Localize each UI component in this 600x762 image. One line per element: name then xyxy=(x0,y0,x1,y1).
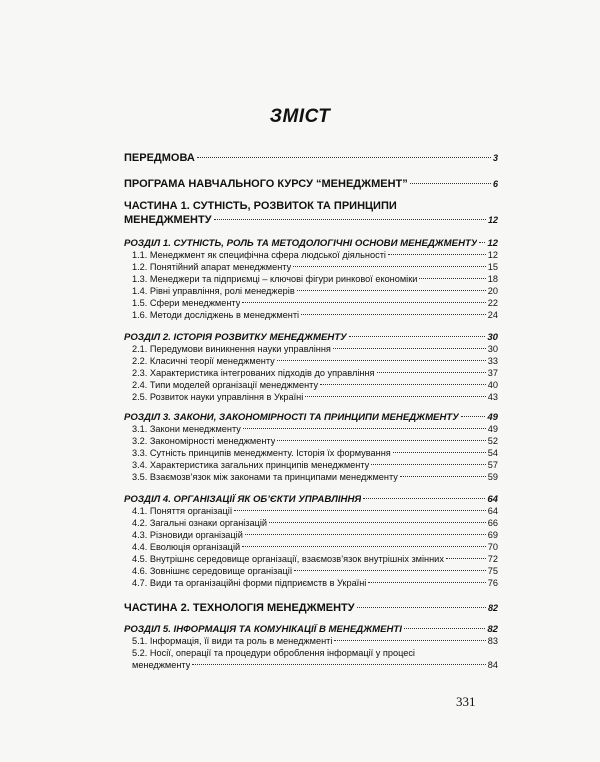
toc-item[interactable]: 2.5. Розвиток науки управління в Україні 43 xyxy=(132,392,498,402)
toc-item[interactable]: 3.4. Характеристика загальних принципів менеджменту 57 xyxy=(132,460,498,470)
toc-item[interactable]: 3.1. Закони менеджменту 49 xyxy=(132,424,498,434)
toc-item[interactable]: 2.3. Характеристика інтегрованих підходів до управління 37 xyxy=(132,368,498,378)
toc-item[interactable]: 4.1. Поняття організації 64 xyxy=(132,506,498,516)
toc-item[interactable]: 1.5. Сфери менеджменту 22 xyxy=(132,298,498,308)
toc-section-r5[interactable]: РОЗДІЛ 5. ІНФОРМАЦІЯ ТА КОМУНІКАЦІЇ В МЕНЕДЖМЕНТІ 82 xyxy=(124,624,498,635)
toc-item[interactable]: 1.2. Понятійний апарат менеджменту 15 xyxy=(132,262,498,272)
toc-item[interactable]: 1.3. Менеджери та підприємці – ключові фігури ринкової економіки 18 xyxy=(132,274,498,284)
toc-item[interactable]: 3.3. Сутність принципів менеджменту. Історія їх формування 54 xyxy=(132,448,498,458)
toc-item[interactable]: 3.2. Закономірності менеджменту 52 xyxy=(132,436,498,446)
toc-item[interactable]: 2.4. Типи моделей організації менеджменту 40 xyxy=(132,380,498,390)
toc-entry-part1[interactable]: МЕНЕДЖМЕНТУ 12 xyxy=(124,214,498,226)
toc-section-r3[interactable]: РОЗДІЛ 3. ЗАКОНИ, ЗАКОНОМІРНОСТІ ТА ПРИНЦИПИ МЕНЕДЖМЕНТУ 49 xyxy=(124,412,498,423)
toc-item[interactable]: 4.4. Еволюція організацій 70 xyxy=(132,542,498,552)
toc-item-s5-2-line1[interactable]: 5.2. Носії, операції та процедури оброблення інформації у процесі xyxy=(132,648,415,658)
toc-item[interactable]: менеджменту 84 xyxy=(132,660,498,670)
toc-entry-peredmova[interactable]: ПЕРЕДМОВА 3 xyxy=(124,152,498,164)
toc-item[interactable]: 1.1. Менеджмент як специфічна сфера людської діяльності 12 xyxy=(132,250,498,260)
toc-item[interactable]: 4.7. Види та організаційні форми підприємств в Україні 76 xyxy=(132,578,498,588)
toc-item[interactable]: 2.2. Класичні теорії менеджменту 33 xyxy=(132,356,498,366)
toc-section-r1[interactable]: РОЗДІЛ 1. СУТНІСТЬ, РОЛЬ ТА МЕТОДОЛОГІЧНІ ОСНОВИ МЕНЕДЖМЕНТУ 12 xyxy=(124,238,498,249)
toc-item[interactable]: 2.1. Передумови виникнення науки управління 30 xyxy=(132,344,498,354)
toc-part1-line1[interactable]: ЧАСТИНА 1. СУТНІСТЬ, РОЗВИТОК ТА ПРИНЦИПИ xyxy=(124,200,397,212)
toc-item[interactable]: 1.4. Рівні управління, ролі менеджерів 20 xyxy=(132,286,498,296)
toc-section-r2[interactable]: РОЗДІЛ 2. ІСТОРІЯ РОЗВИТКУ МЕНЕДЖМЕНТУ 30 xyxy=(124,332,498,343)
toc-item[interactable]: 4.5. Внутрішнє середовище організації, взаємозв’язок внутрішніх змінних 72 xyxy=(132,554,498,564)
toc-item[interactable]: 4.3. Різновиди організацій 69 xyxy=(132,530,498,540)
toc-item[interactable]: 4.2. Загальні ознаки організацій 66 xyxy=(132,518,498,528)
toc-item[interactable]: 4.6. Зовнішнє середовище організації 75 xyxy=(132,566,498,576)
toc-entry-part2[interactable]: ЧАСТИНА 2. ТЕХНОЛОГІЯ МЕНЕДЖМЕНТУ 82 xyxy=(124,602,498,614)
toc-item[interactable]: 1.6. Методи досліджень в менеджменті 24 xyxy=(132,310,498,320)
toc-item[interactable]: 5.1. Інформація, її види та роль в менеджменті 83 xyxy=(132,636,498,646)
toc-item[interactable]: 3.5. Взаємозв’язок між законами та принципами менеджменту 59 xyxy=(132,472,498,482)
toc-entry-programa[interactable]: ПРОГРАМА НАВЧАЛЬНОГО КУРСУ “МЕНЕДЖМЕНТ” 6 xyxy=(124,178,498,190)
page-number: 331 xyxy=(456,694,476,709)
toc-title: ЗМІСТ xyxy=(269,106,331,127)
toc-section-r4[interactable]: РОЗДІЛ 4. ОРГАНІЗАЦІЇ ЯК ОБ’ЄКТИ УПРАВЛІННЯ 64 xyxy=(124,494,498,505)
